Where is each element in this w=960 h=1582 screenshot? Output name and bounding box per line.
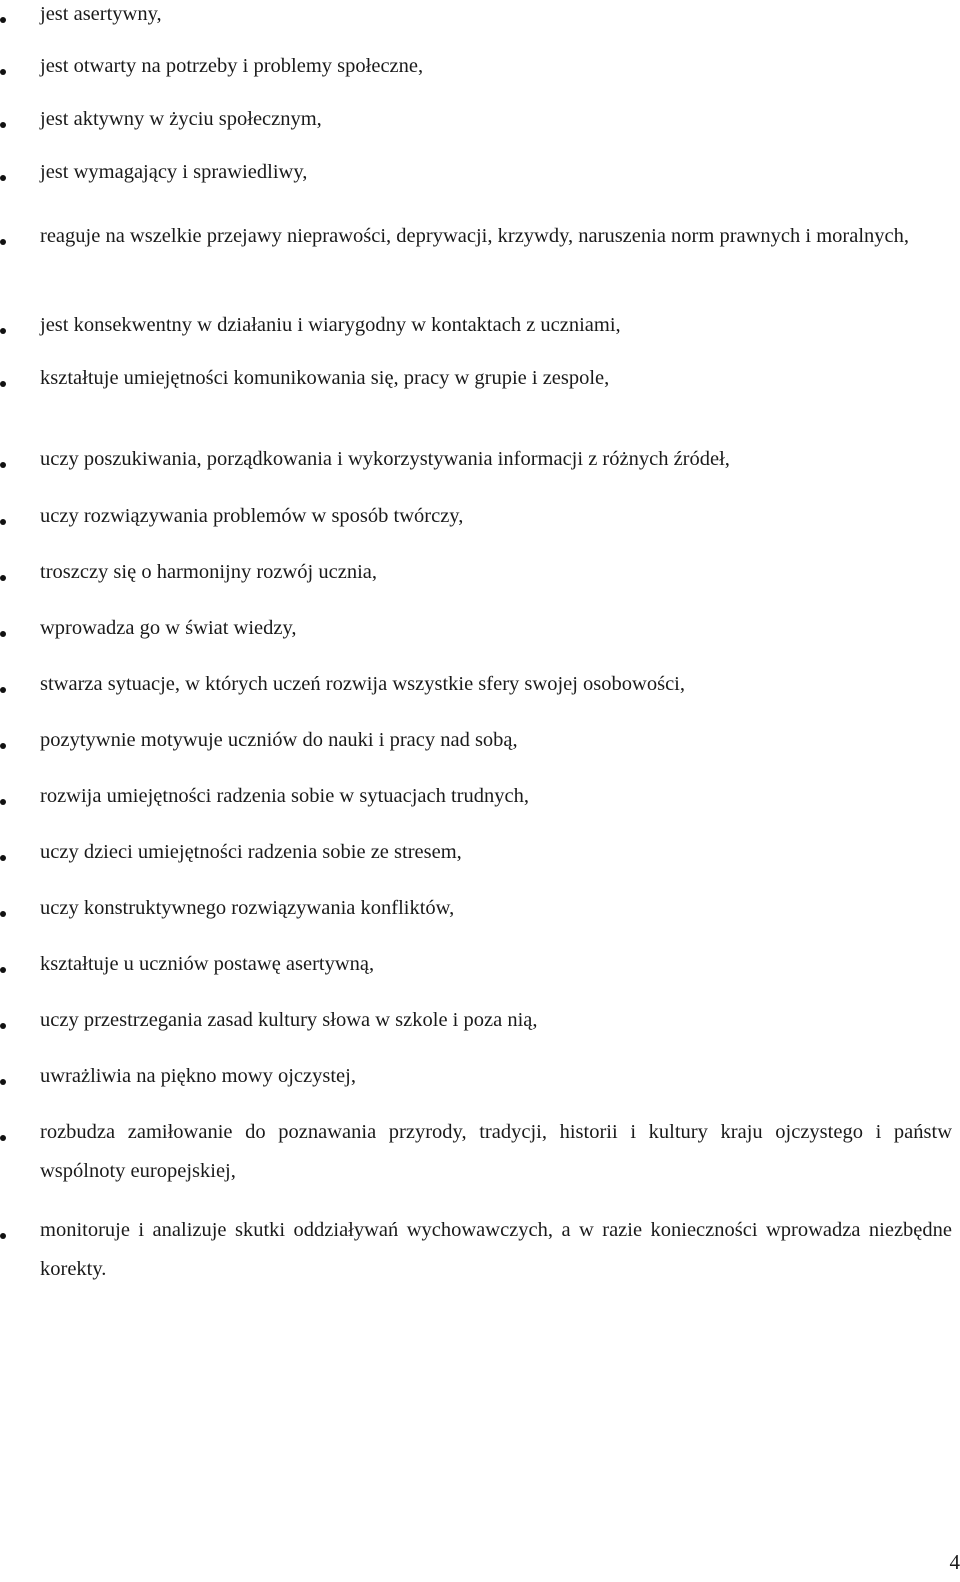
bullet-icon [0, 687, 6, 693]
bullet-icon [0, 122, 6, 128]
bullet-icon [0, 17, 6, 23]
list-item-text: stwarza sytuacje, w których uczeń rozwija wszystkie sfery swojej osobowości, [40, 673, 685, 695]
list-item-text: uczy rozwiązywania problemów w sposób twórczy, [40, 505, 464, 527]
list-item-text: jest konsekwentny w działaniu i wiarygodny w kontaktach z uczniami, [40, 314, 621, 336]
bullet-icon [0, 631, 6, 637]
bullet-icon [0, 911, 6, 917]
bullet-icon [0, 1135, 6, 1141]
bullet-icon [0, 1079, 6, 1085]
bullet-icon [0, 1023, 6, 1029]
bullet-icon [0, 175, 6, 181]
list-item-text: uczy przestrzegania zasad kultury słowa w szkole i poza nią, [40, 1009, 538, 1031]
bullet-icon [0, 69, 6, 75]
list-item-text: uwrażliwia na piękno mowy ojczystej, [40, 1065, 356, 1087]
list-item-text: jest aktywny w życiu społecznym, [40, 108, 322, 130]
list-item-text: jest asertywny, [40, 3, 162, 25]
list-item-text: kształtuje umiejętności komunikowania się, pracy w grupie i zespole, [40, 367, 610, 389]
list-item-text: troszczy się o harmonijny rozwój ucznia, [40, 561, 377, 583]
bullet-icon [0, 328, 6, 334]
bullet-icon [0, 462, 6, 468]
list-item-text: pozytywnie motywuje uczniów do nauki i pracy nad sobą, [40, 729, 518, 751]
bullet-icon [0, 967, 6, 973]
list-item-text: monitoruje i analizuje skutki oddziaływań wychowawczych, a w razie konieczności wprowadza niezbędne korekty. [40, 1219, 952, 1280]
list-item-text: jest wymagający i sprawiedliwy, [40, 161, 308, 183]
list-item-text: uczy konstruktywnego rozwiązywania konfliktów, [40, 897, 455, 919]
bullet-icon [0, 239, 6, 245]
bullet-icon [0, 799, 6, 805]
bullet-icon [0, 855, 6, 861]
list-item-text: rozbudza zamiłowanie do poznawania przyrody, tradycji, historii i kultury kraju ojczystego i państw wspólnoty europejskiej, [40, 1121, 952, 1182]
list-item-text: wprowadza go w świat wiedzy, [40, 617, 297, 639]
list-item-text: kształtuje u uczniów postawę asertywną, [40, 953, 375, 975]
bullet-icon [0, 743, 6, 749]
bullet-icon [0, 1233, 6, 1239]
page-number: 4 [949, 1550, 960, 1574]
list-item-text: rozwija umiejętności radzenia sobie w sytuacjach trudnych, [40, 785, 529, 807]
list-item-text: uczy poszukiwania, porządkowania i wykorzystywania informacji z różnych źródeł, [40, 448, 730, 470]
list-item-text: reaguje na wszelkie przejawy nieprawości, deprywacji, krzywdy, naruszenia norm prawnych i moralnych, [40, 225, 910, 247]
bullet-icon [0, 381, 6, 387]
list-item-text: uczy dzieci umiejętności radzenia sobie ze stresem, [40, 841, 462, 863]
list-item-text: jest otwarty na potrzeby i problemy społeczne, [40, 55, 424, 77]
bullet-icon [0, 519, 6, 525]
bullet-icon [0, 575, 6, 581]
